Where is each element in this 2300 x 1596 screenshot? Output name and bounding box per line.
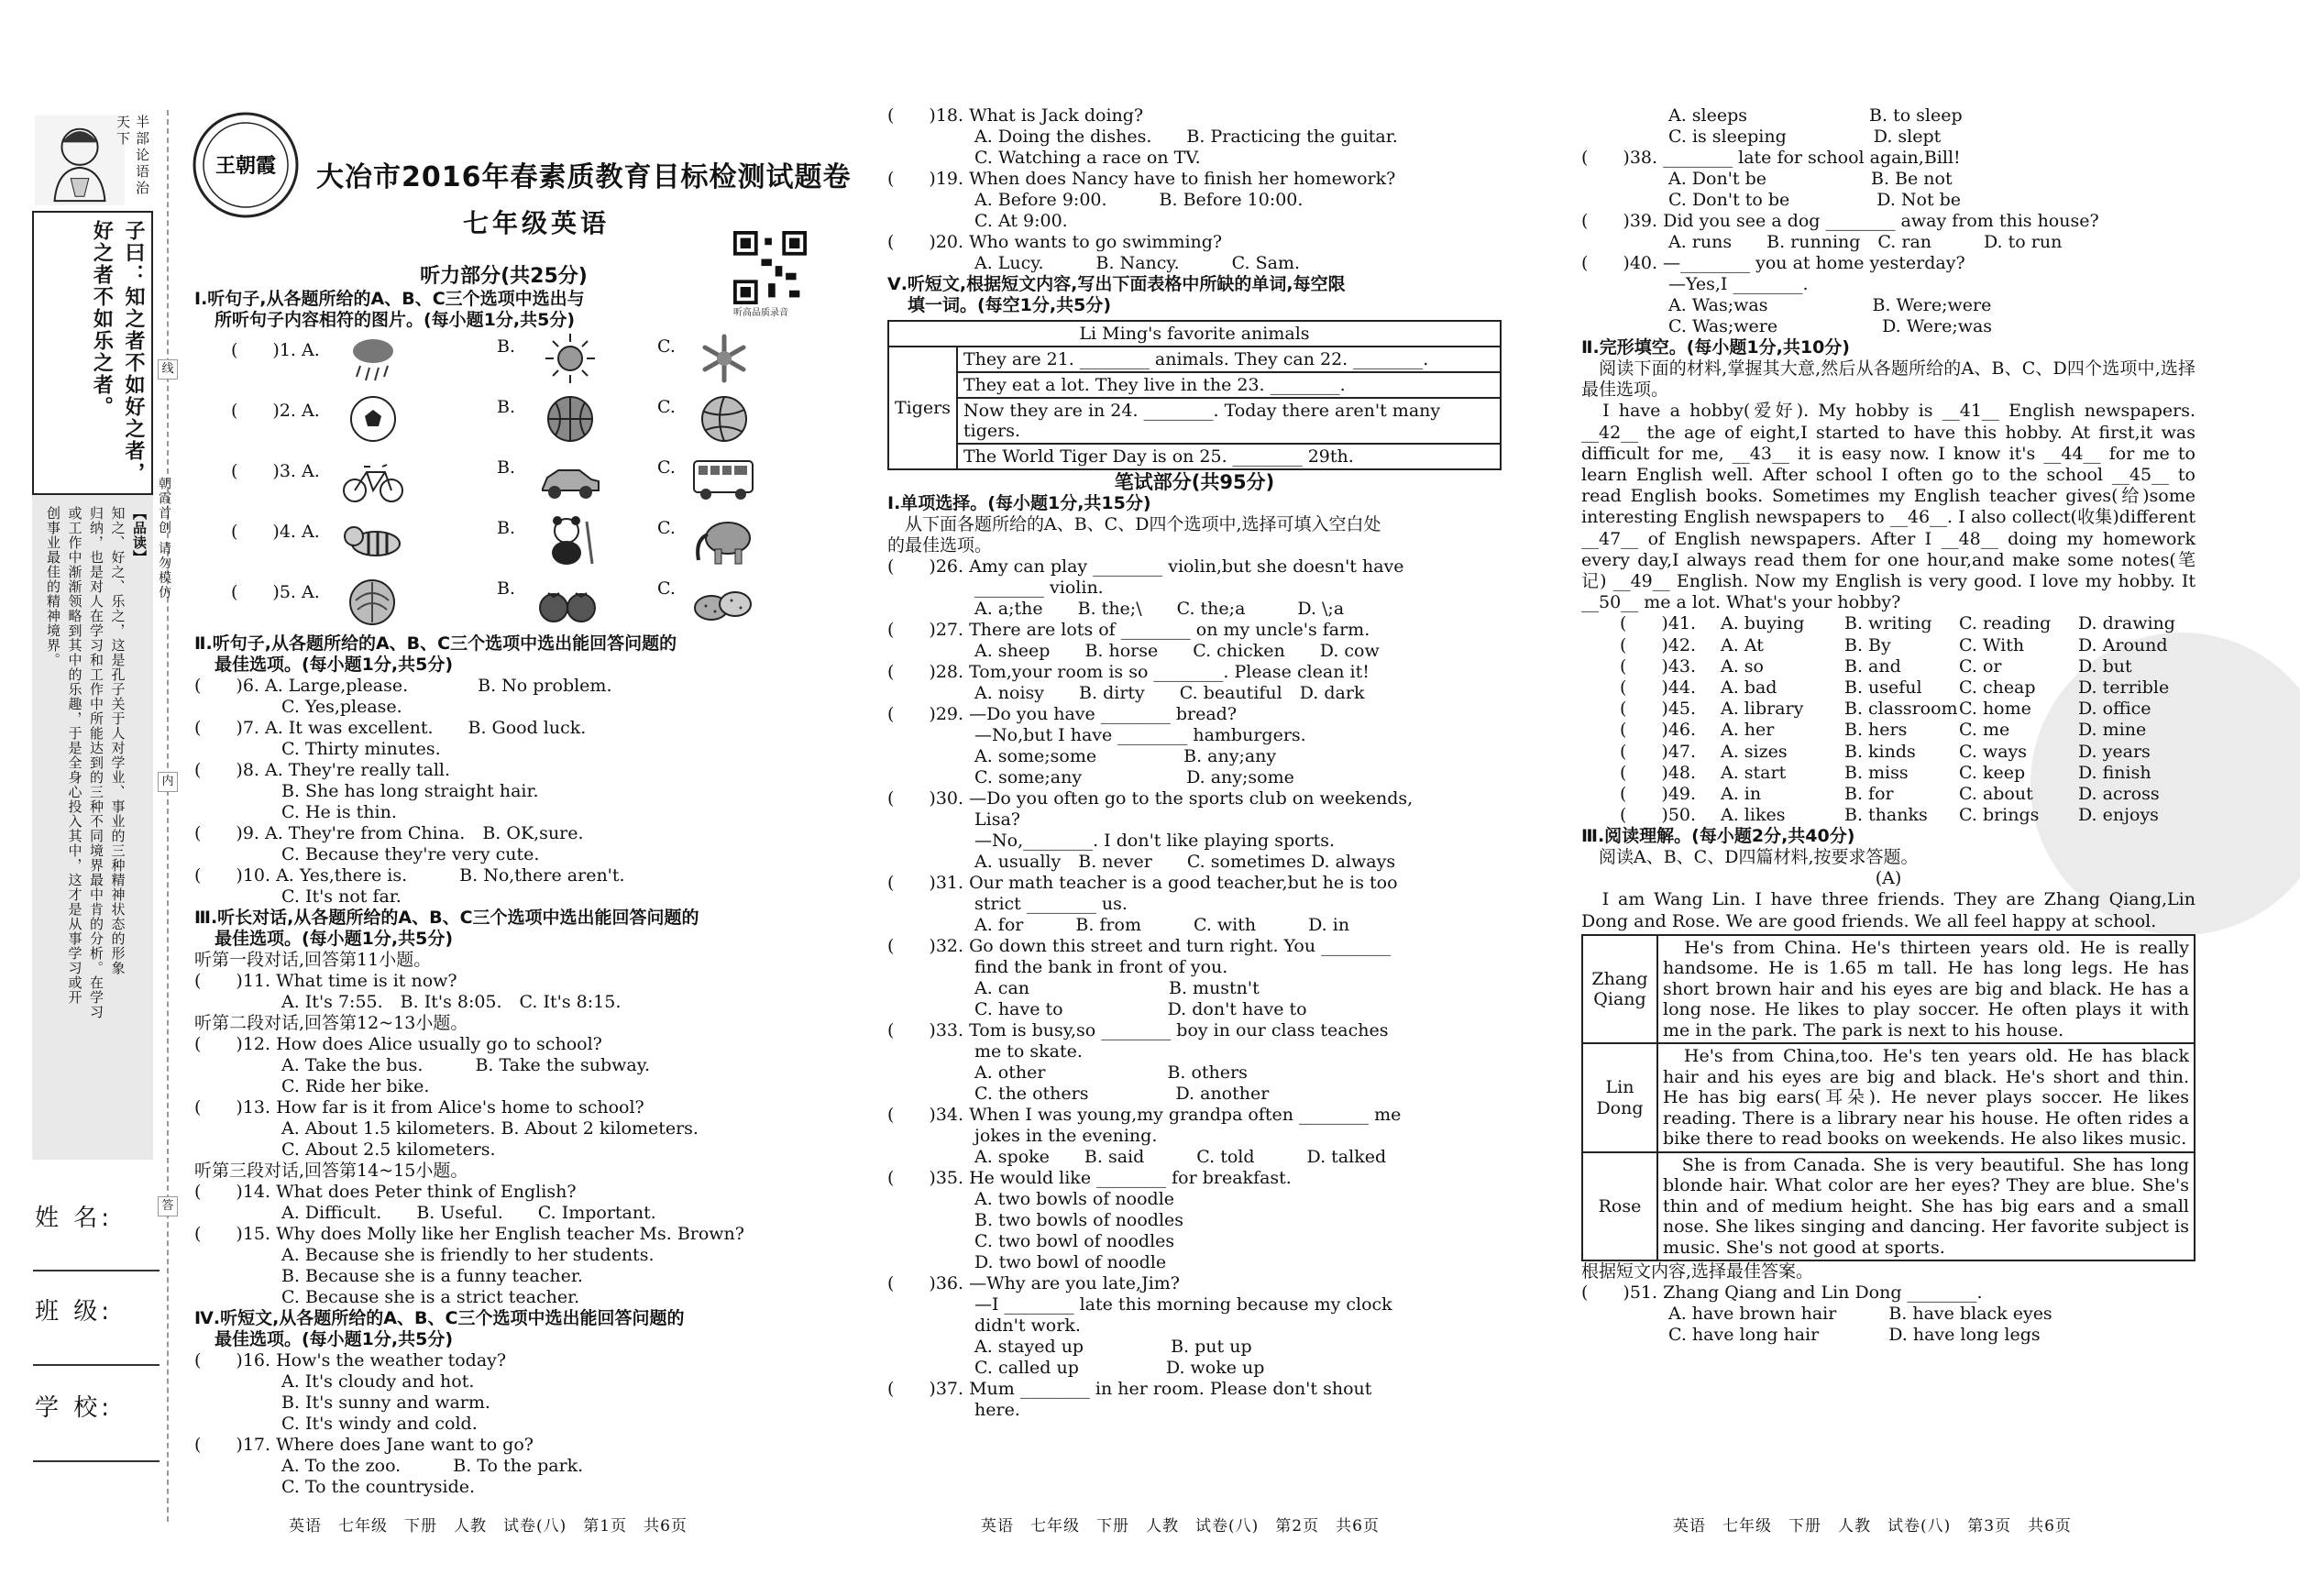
tomatoes-icon [535, 573, 604, 628]
multiple-choice-group [887, 556, 1502, 1421]
cloze-option-row [1581, 763, 2195, 784]
option-c-label: C. [657, 397, 676, 417]
question-number: ( )50. [1620, 805, 1697, 826]
friend-description: She is from Canada. She is very beautiful. She has long blonde hair. What color are her eyes? They are blue. She's thin and of medium height. She has big ears and a small nose. She likes singing and dancing. Her favorite subject is music. She's not good at sports. [1657, 1152, 2195, 1261]
question-line: A. Because she is friendly to her students. [194, 1245, 655, 1265]
question-line: A. stayed up B. put up [887, 1337, 1252, 1357]
answer-option[interactable]: D. years [2078, 741, 2151, 762]
answer-option[interactable]: B. hers [1844, 720, 1908, 741]
class-label: 班 级: [35, 1298, 114, 1326]
question-line: ( )31. Our math teacher is a good teacher,but he is too [887, 873, 1398, 893]
question-line: ( )26. Amy can play ________ violin,but she doesn't have [887, 556, 1404, 577]
section-4-heading: Ⅳ.听短文,从各题所给的A、B、C三个选项中选出能回答问题的 [194, 1308, 685, 1328]
table-cell[interactable]: Now they are in 24. ________. Today there aren't many tigers. [957, 398, 1501, 444]
question-number: ( )44. [1620, 677, 1697, 699]
rain-cloud-icon [346, 331, 401, 386]
question-line: C. some;any D. any;some [887, 767, 1294, 787]
question-number: ( )2. A. [231, 401, 320, 421]
question-line: ( )34. When I was young,my grandpa often ________ me [887, 1105, 1402, 1125]
school-field[interactable] [33, 1460, 160, 1462]
question-line: ( )12. How does Alice usually go to school? [194, 1034, 602, 1054]
motto-vertical: 半部论语治天下 [115, 115, 150, 197]
question-line: C. Yes,please. [194, 697, 402, 717]
column-2 [887, 105, 1502, 1421]
question-line: strict ________ us. [887, 894, 1128, 914]
reading-questions [1581, 1261, 2195, 1346]
question-line: A. sheep B. horse C. chicken D. cow [887, 641, 1380, 661]
question-line: ( )11. What time is it now? [194, 971, 457, 991]
panda-icon [541, 512, 600, 567]
question-line: ( )35. He would like ________ for breakfast. [887, 1168, 1292, 1188]
question-number: ( )46. [1620, 720, 1697, 741]
question-group-listening [887, 105, 1502, 274]
friend-name: Zhang Qiang [1582, 935, 1657, 1044]
answer-option[interactable]: B. for [1844, 784, 1894, 805]
pindu-line-3: 或工作中渐渐领略到其中的乐趣，于是全身心投入其中，这才是从事学习或开 [66, 506, 83, 1005]
answer-option[interactable]: B. classroom [1844, 699, 1958, 720]
section-1-heading: 所听句子内容相符的图片。(每小题1分,共5分) [215, 310, 576, 330]
question-number: ( )42. [1620, 634, 1697, 655]
quote-line-1: 子曰：知之者不如好之者， [122, 220, 145, 484]
picture-question-row [194, 391, 813, 452]
question-line: ( )30. —Do you often go to the sports club on weekends, [887, 788, 1414, 809]
question-line: C. It's windy and cold. [194, 1414, 478, 1434]
pindu-label: 【品读】 [131, 506, 148, 565]
name-field[interactable] [33, 1270, 160, 1271]
answer-option[interactable]: B. kinds [1844, 741, 1916, 762]
question-number: ( )49. [1620, 784, 1697, 805]
section-3-heading: 最佳选项。(每小题1分,共5分) [215, 929, 454, 949]
answer-option[interactable]: A. in [1721, 784, 1762, 805]
question-line: C. called up D. woke up [887, 1358, 1265, 1378]
answer-option[interactable]: C. reading [1959, 613, 2052, 634]
page-footer: 英语 七年级 下册 人教 试卷(八) 第3页 共6页 [1673, 1517, 2072, 1535]
answer-option[interactable]: D. office [2078, 699, 2151, 720]
cut-label: 内 [158, 772, 178, 792]
section-2-heading: 最佳选项。(每小题1分,共5分) [215, 655, 454, 675]
question-line: B. She has long straight hair. [194, 781, 539, 801]
pindu-line-2: 归纳，也是对人在学习和工作中所能达到的三种不同境界最中肯的分析。在学习 [88, 506, 105, 1019]
column-1 [194, 266, 813, 1498]
answer-option[interactable]: B. By [1844, 634, 1891, 655]
question-line: C. Don't to be D. Not be [1581, 190, 1962, 210]
answer-option[interactable]: A. likes [1721, 805, 1786, 826]
page-footer: 英语 七年级 下册 人教 试卷(八) 第1页 共6页 [289, 1517, 688, 1535]
answer-option[interactable]: A. library [1721, 699, 1804, 720]
question-line: A. Was;was B. Were;were [1581, 295, 1992, 315]
question-line: A. a;the B. the;\ C. the;a D. \;a [887, 599, 1345, 619]
question-line: C. Because they're very cute. [194, 844, 540, 864]
answer-option[interactable]: A. start [1721, 762, 1787, 783]
writing-title: 笔试部分(共95分) [1114, 471, 1275, 493]
question-line: ( )32. Go down this street and turn right. You ________ [887, 936, 1392, 956]
friend-description: He's from China,too. He's ten years old. He has black hair and his eyes are big and black. He's short and thin. He has big ears(耳朵). He never plays soccer. He likes reading. There is a library near his house. He often rides a bike there to read books on weekends. He also likes music. [1657, 1043, 2195, 1152]
answer-option[interactable]: B. miss [1844, 762, 1909, 783]
section-1-heading: Ⅰ.听句子,从各题所给的A、B、C三个选项中选出与 [194, 289, 585, 309]
multiple-choice-group [1581, 105, 2195, 337]
question-number: ( )41. [1620, 613, 1697, 634]
question-line: A. Before 9:00. B. Before 10:00. [887, 190, 1304, 210]
answer-option[interactable]: D. across [2078, 784, 2160, 805]
question-line: 听第三段对话,回答第14~15小题。 [194, 1161, 468, 1181]
question-line: A. Don't be B. Be not [1581, 169, 1953, 189]
question-line: —No,________. I don't like playing sports. [887, 831, 1336, 851]
question-line: ( )40. —________ you at home yesterday? [1581, 253, 1965, 273]
question-line: ( )13. How far is it from Alice's home to school? [194, 1097, 644, 1117]
option-b-label: B. [497, 457, 516, 478]
question-line: C. Was;were D. Were;was [1581, 316, 1993, 336]
answer-option[interactable]: D. finish [2078, 762, 2151, 783]
answer-option[interactable]: C. brings [1959, 805, 2040, 826]
question-line: B. two bowls of noodles [887, 1210, 1184, 1230]
pindu-line-4: 创事业最佳的精神境界。 [45, 506, 61, 667]
question-line: A. sleeps B. to sleep [1581, 105, 1963, 126]
question-number: ( )1. A. [231, 340, 320, 360]
potatoes-icon [689, 573, 758, 628]
answer-option[interactable]: A. At [1721, 634, 1764, 655]
name-label: 姓 名: [35, 1205, 114, 1232]
cabbage-icon [343, 573, 402, 628]
brand-vertical-text: 朝霞首创 请勿模仿 [157, 477, 171, 600]
question-line: A. some;some B. any;any [887, 746, 1277, 766]
question-line: ( )10. A. Yes,there is. B. No,there aren't. [194, 865, 625, 886]
option-c-label: C. [657, 578, 676, 599]
question-line: ( )27. There are lots of ________ on my uncle's farm. [887, 620, 1370, 640]
question-line: jokes in the evening. [887, 1126, 1158, 1146]
question-group-4 [194, 1350, 813, 1498]
question-line: —I ________ late this morning because my clock [887, 1294, 1392, 1315]
question-line: C. the others D. another [887, 1084, 1270, 1104]
question-number: ( )48. [1620, 762, 1697, 783]
question-line: C. two bowl of noodles [887, 1231, 1175, 1251]
question-line: ( )14. What does Peter think of English? [194, 1182, 577, 1202]
question-line: —Yes,I ________. [1581, 274, 1809, 294]
section-5-heading: Ⅴ.听短文,根据短文内容,写出下面表格中所缺的单词,每空限 [887, 274, 1346, 294]
answer-option[interactable]: A. sizes [1721, 741, 1788, 762]
question-line: C. is sleeping D. slept [1581, 127, 1942, 147]
cut-label: 线 [158, 359, 178, 380]
question-line: here. [887, 1400, 1020, 1420]
question-number: ( )4. A. [231, 522, 320, 542]
question-line: A. usually B. never C. sometimes D. always [887, 852, 1396, 872]
answer-option[interactable]: D. Around [2078, 634, 2168, 655]
option-b-label: B. [497, 518, 516, 538]
table-cell[interactable]: The World Tiger Day is on 25. ________ 29th. [957, 444, 1501, 469]
cloze-option-row [1581, 720, 2195, 741]
car-icon [538, 452, 602, 507]
answer-option[interactable]: C. or [1959, 655, 2002, 677]
reading-instruction: 阅读A、B、C、D四篇材料,按要求答题。 [1581, 847, 1919, 868]
sun-icon [543, 331, 598, 386]
answer-option[interactable]: D. drawing [2078, 613, 2175, 634]
question-line: ( )19. When does Nancy have to finish her homework? [887, 169, 1396, 189]
qr-label: 听高品质录音 [733, 308, 788, 318]
answer-option[interactable]: B. and [1844, 655, 1901, 677]
question-line: ( )36. —Why are you late,Jim? [887, 1273, 1180, 1293]
answer-option[interactable]: C. With [1959, 634, 2025, 655]
section-5-heading: 填一词。(每空1分,共5分) [908, 295, 1112, 315]
soccer-ball-icon [346, 391, 401, 446]
writing-section-1-heading: Ⅰ.单项选择。(每小题1分,共15分) [887, 493, 1151, 513]
question-line: B. It's sunny and warm. [194, 1392, 490, 1413]
picture-question-row [194, 512, 813, 573]
question-line: ( )18. What is Jack doing? [887, 105, 1144, 126]
option-c-label: C. [657, 336, 676, 357]
answer-option[interactable]: C. keep [1959, 762, 2026, 783]
answer-option[interactable]: A. her [1721, 720, 1775, 741]
question-group-3 [194, 950, 813, 1308]
question-number: ( )47. [1620, 741, 1697, 762]
question-line: C. Watching a race on TV. [887, 148, 1201, 168]
question-line: ( )51. Zhang Qiang and Lin Dong ________. [1581, 1282, 1983, 1304]
bicycle-icon [341, 452, 405, 507]
question-line: A. To the zoo. B. To the park. [194, 1456, 584, 1476]
question-line: ( )20. Who wants to go swimming? [887, 232, 1223, 252]
answer-option[interactable]: C. ways [1959, 741, 2028, 762]
question-line: C. About 2.5 kilometers. [194, 1139, 496, 1160]
listening-title: 听力部分(共25分) [420, 265, 588, 288]
passage-label: (A) [1875, 868, 1902, 889]
question-line: A. other B. others [887, 1062, 1248, 1083]
answer-option[interactable]: D. but [2078, 655, 2132, 677]
friends-table [1581, 934, 2195, 1262]
answer-option[interactable]: A. buying [1721, 613, 1805, 634]
question-line: D. two bowl of noodle [887, 1252, 1167, 1272]
question-line: ( )15. Why does Molly like her English teacher Ms. Brown? [194, 1224, 744, 1244]
question-line: A. noisy B. dirty C. beautiful D. dark [887, 683, 1365, 703]
question-line: A. Take the bus. B. Take the subway. [194, 1055, 650, 1075]
question-line: ( )16. How's the weather today? [194, 1350, 507, 1370]
friend-name: Lin Dong [1582, 1043, 1657, 1152]
answer-option[interactable]: B. useful [1844, 677, 1922, 699]
answer-option[interactable]: B. writing [1844, 613, 1932, 634]
question-line: me to skate. [887, 1041, 1083, 1062]
table-row-head: Tigers [888, 347, 957, 469]
question-line: C. To the countryside. [194, 1477, 476, 1497]
question-line: A. spoke B. said C. told D. talked [887, 1147, 1387, 1167]
question-number: ( )5. A. [231, 582, 320, 602]
question-line: B. Because she is a funny teacher. [194, 1266, 583, 1286]
question-line: ( )7. A. It was excellent. B. Good luck. [194, 718, 587, 738]
question-line: A. can B. mustn't [887, 978, 1260, 998]
question-line: didn't work. [887, 1315, 1081, 1336]
cloze-options [1581, 613, 2195, 826]
question-line: —No,but I have ________ hamburgers. [887, 725, 1306, 745]
school-label: 学 校: [35, 1394, 114, 1422]
confucius-quote-box [32, 211, 153, 495]
question-line: C. have long hair D. have long legs [1581, 1325, 2041, 1346]
cloze-heading: Ⅱ.完形填空。(每小题1分,共10分) [1581, 337, 1850, 358]
exam-title: 大冶市2016年春素质教育目标检测试题卷 [316, 161, 852, 193]
reading-heading: Ⅲ.阅读理解。(每小题2分,共40分) [1581, 826, 1855, 847]
instruction-line: 的最佳选项。 [887, 535, 993, 556]
answer-option[interactable]: D. enjoys [2078, 805, 2159, 826]
question-line: A. have brown hair B. have black eyes [1581, 1304, 2052, 1325]
question-line: ( )28. Tom,your room is so ________. Please clean it! [887, 662, 1370, 682]
table-cell[interactable]: They are 21. ________ animals. They can 22. ________. [957, 347, 1501, 372]
friend-description: He's from China. He's thirteen years old. He is really handsome. He is 1.65 m tall. He has long legs. He has short brown hair and his eyes are big and black. He has a long nose. He likes to play soccer. He often plays it with me in the park. The park is next to his house. [1657, 935, 2195, 1044]
question-line: ( )33. Tom is busy,so ________ boy in our class teaches [887, 1020, 1389, 1040]
question-line: A. two bowls of noodle [887, 1189, 1175, 1209]
answer-option[interactable]: C. home [1959, 699, 2031, 720]
question-line: ( )39. Did you see a dog ________ away from this house? [1581, 211, 2099, 231]
answer-option[interactable]: B. thanks [1844, 805, 1928, 826]
question-line: A. for B. from C. with D. in [887, 915, 1350, 935]
question-line: C. Ride her bike. [194, 1076, 430, 1096]
quote-line-2: 好之者不如乐之者。 [90, 220, 114, 418]
question-line: ( )17. Where does Jane want to go? [194, 1435, 534, 1455]
question-line: 根据短文内容,选择最佳答案。 [1581, 1261, 1814, 1282]
question-line: find the bank in front of you. [887, 957, 1228, 977]
section-3-heading: Ⅲ.听长对话,从各题所给的A、B、C三个选项中选出能回答问题的 [194, 908, 699, 928]
basketball-icon [543, 391, 598, 446]
question-line: ( )9. A. They're from China. B. OK,sure. [194, 823, 584, 843]
snowflake-icon [697, 331, 752, 386]
class-field[interactable] [33, 1364, 160, 1366]
cloze-option-row [1581, 784, 2195, 805]
question-line: ________ violin. [887, 578, 1104, 598]
cloze-option-row [1581, 656, 2195, 677]
cut-label: 答 [158, 1196, 178, 1216]
question-line: A. It's cloudy and hot. [194, 1371, 475, 1392]
question-line: 听第二段对话,回答第12~13小题。 [194, 1013, 468, 1033]
question-line: A. Difficult. B. Useful. C. Important. [194, 1203, 656, 1223]
table-cell[interactable]: They eat a lot. They live in the 23. ________. [957, 372, 1501, 398]
option-b-label: B. [497, 578, 516, 599]
cloze-option-row [1581, 805, 2195, 826]
cloze-option-row [1581, 699, 2195, 720]
question-number: ( )43. [1620, 655, 1697, 677]
bus-icon [689, 452, 758, 507]
option-c-label: C. [657, 518, 676, 538]
section-4-heading: 最佳选项。(每小题1分,共5分) [215, 1329, 454, 1349]
question-line: C. At 9:00. [887, 211, 1068, 231]
section-2-heading: Ⅱ.听句子,从各题所给的A、B、C三个选项中选出能回答问题的 [194, 633, 677, 654]
question-line: A. About 1.5 kilometers. B. About 2 kilometers. [194, 1118, 699, 1139]
cloze-passage: I have a hobby(爱好). My hobby is __41__ English newspapers. __42__ the age of eight,I started to have this hobby. At first,it was difficult for me, __43__ it is easy now. I know it's __44__ for me to learn English well. After school I often go to the school __45__ to read English books. Sometimes my English teacher gives(给)some interesting English newspapers to __46__. I also collect(收集)different __47__ of English newspapers. After I __48__ doing my homework every day,I always read them for one hour,and make some notes(笔记) __49__ English. Now my English is very good. I love my hobby. It __50__ me a lot. What's your hobby? [1581, 401, 2195, 613]
picture-question-row [194, 573, 813, 633]
question-line: A. runs B. running C. ran D. to run [1581, 232, 2063, 252]
question-number: ( )3. A. [231, 461, 320, 481]
question-line: A. It's 7:55. B. It's 8:05. C. It's 8:15. [194, 992, 622, 1012]
cloze-option-row [1581, 677, 2195, 699]
brand-logo-icon [191, 110, 301, 220]
answer-option[interactable]: A. bad [1721, 677, 1777, 699]
cloze-option-row [1581, 635, 2195, 656]
question-line: 听第一段对话,回答第11小题。 [194, 950, 432, 970]
tiger-icon [341, 512, 410, 567]
question-line: C. have to D. don't have to [887, 999, 1307, 1019]
cut-line [167, 110, 169, 1522]
table-title: Li Ming's favorite animals [888, 321, 1501, 347]
question-line: Lisa? [887, 809, 1020, 830]
question-number: ( )45. [1620, 699, 1697, 720]
answer-option[interactable]: C. about [1959, 784, 2033, 805]
option-b-label: B. [497, 336, 516, 357]
picture-question-row [194, 331, 813, 391]
page-footer: 英语 七年级 下册 人教 试卷(八) 第2页 共6页 [981, 1517, 1380, 1535]
column-3 [1581, 105, 2195, 1346]
question-line: A. Lucy. B. Nancy. C. Sam. [887, 253, 1301, 273]
elephant-icon [689, 512, 758, 567]
question-line: ( )29. —Do you have ________ bread? [887, 704, 1238, 724]
question-line: ( )37. Mum ________ in her room. Please don't shout [887, 1379, 1372, 1399]
confucius-avatar-icon [35, 115, 125, 206]
volleyball-icon [697, 391, 752, 446]
logo-text: 王朝霞 [215, 155, 277, 178]
answer-option[interactable]: C. me [1959, 720, 2010, 741]
tiger-fill-table [887, 320, 1502, 470]
question-line: ( )8. A. They're really tall. [194, 760, 451, 780]
question-line: C. It's not far. [194, 886, 402, 907]
question-line: C. Because she is a strict teacher. [194, 1287, 580, 1307]
question-line: C. Thirty minutes. [194, 739, 441, 759]
friend-name: Rose [1582, 1152, 1657, 1261]
instruction-line: 从下面各题所给的A、B、C、D四个选项中,选择可填入空白处 [887, 514, 1381, 534]
picture-question-row [194, 452, 813, 512]
answer-option[interactable]: D. terrible [2078, 677, 2170, 699]
question-line: C. He is thin. [194, 802, 397, 822]
pindu-line-1: 知之、好之、乐之，这是孔子关于人对学业、事业的三种精神状态的形象 [109, 506, 127, 975]
cloze-instruction: 阅读下面的材料,掌握其大意,然后从各题所给的A、B、C、D四个选项中,选择最佳选项。 [1581, 358, 2195, 401]
cloze-option-row [1581, 742, 2195, 763]
option-b-label: B. [497, 397, 516, 417]
answer-option[interactable]: D. mine [2078, 720, 2147, 741]
reading-intro: I am Wang Lin. I have three friends. They are Zhang Qiang,Lin Dong and Rose. We are good friends. We all feel happy at school. [1581, 889, 2195, 931]
question-line: ( )6. A. Large,please. B. No problem. [194, 676, 612, 696]
question-group-2 [194, 676, 813, 908]
answer-option[interactable]: A. so [1721, 655, 1764, 677]
pindu-commentary-box [32, 495, 153, 1160]
question-line: ( )38. ________ late for school again,Bill! [1581, 148, 1961, 168]
question-line: A. Doing the dishes. B. Practicing the guitar. [887, 127, 1398, 147]
option-c-label: C. [657, 457, 676, 478]
answer-option[interactable]: C. cheap [1959, 677, 2036, 699]
cloze-option-row [1581, 613, 2195, 634]
exam-subtitle: 七年级英语 [463, 208, 611, 238]
